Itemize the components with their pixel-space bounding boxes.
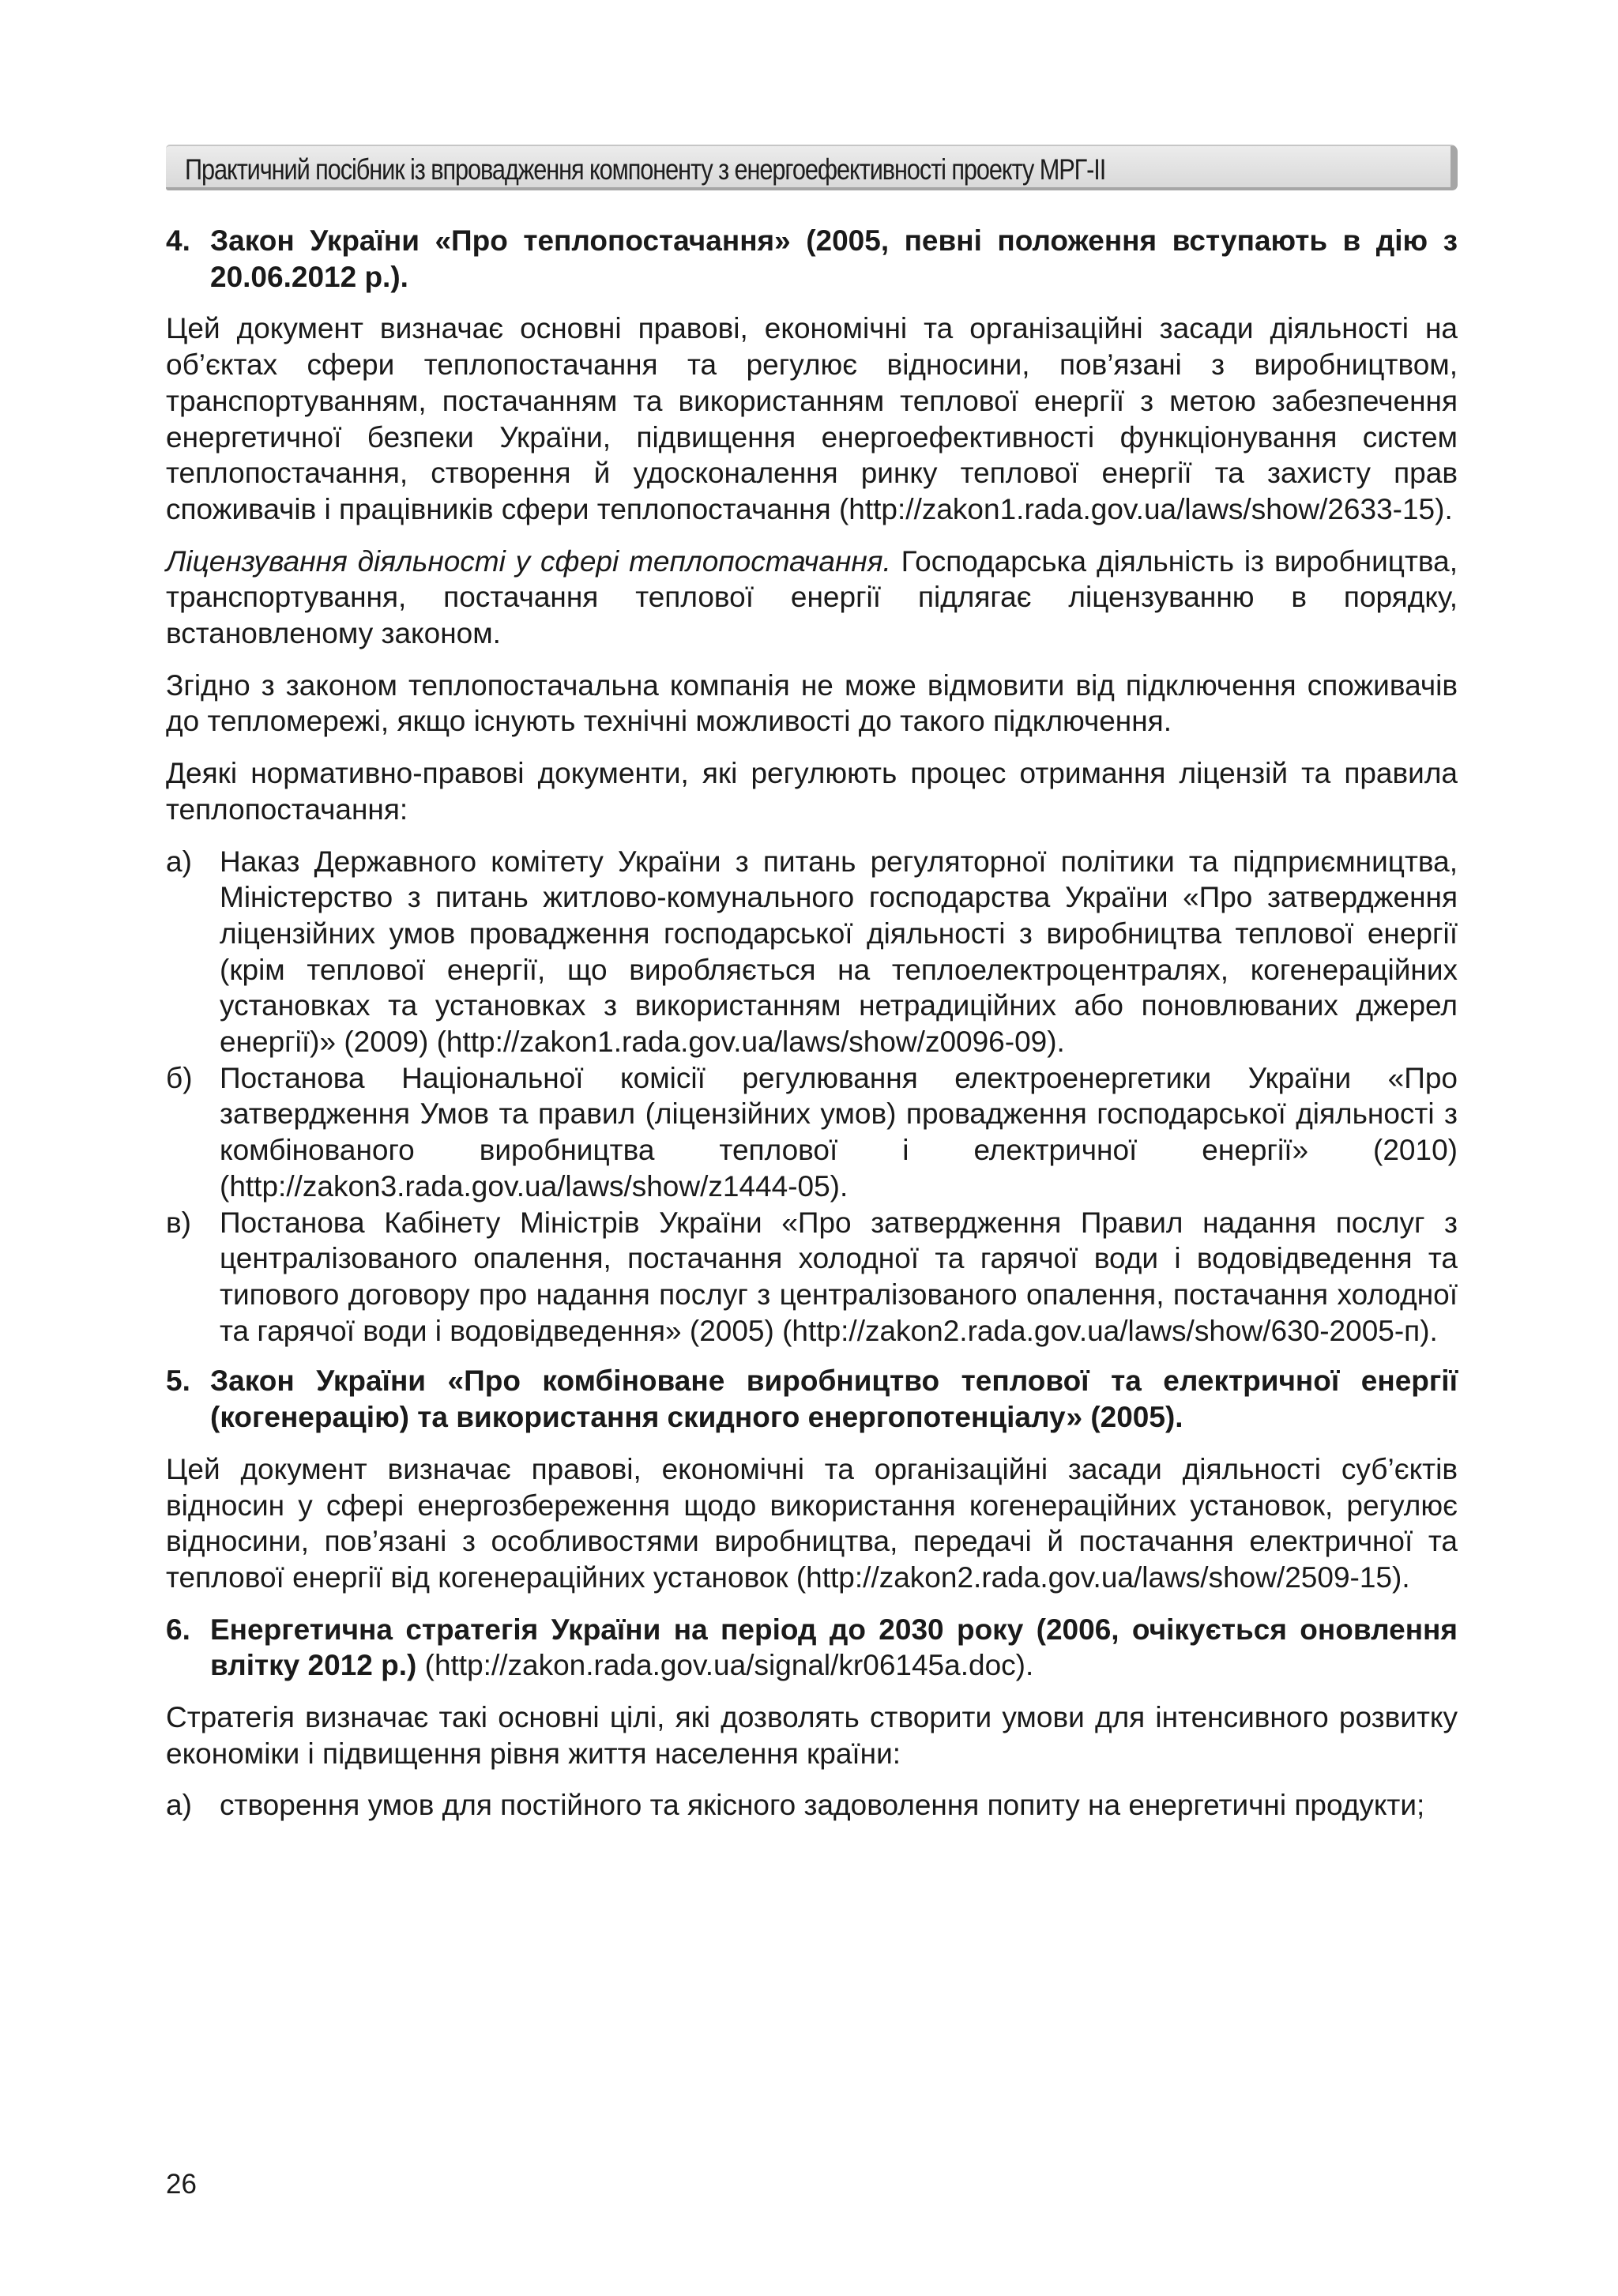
section-6-number: 6. — [166, 1613, 190, 1646]
list-text: Постанова Національної комісії регулювання електроенергетики України «Про затвердження Умов та правил (ліцензійних умов) провадження господарської діяльності з комбінованого виробництва теплової і електричної енергії» (2010) (http://zakon3.rada.gov.ua/laws/show/z1444-05). — [220, 1061, 1458, 1203]
list-item — [166, 1205, 1458, 1349]
section-5-paragraph-1: Цей документ визначає правові, економічні та організаційні засади діяльності суб’єктів відносин у сфері енергозбереження щодо використання когенераційних установок, регулює відносини, пов’язані з особливостями виробництва, передачі й постачання електричної та теплової енергії від когенераційних установок (http://zakon2.rada.gov.ua/laws/show/2509-15). — [166, 1452, 1458, 1594]
section-6-title — [210, 1612, 1458, 1684]
licensing-term: Ліцензування діяльності у сфері теплопостачання. — [166, 544, 891, 578]
section-4-paragraph-2 — [166, 544, 1458, 652]
list-item — [166, 1060, 1458, 1205]
section-6-title-link: (http://zakon.rada.gov.ua/signal/kr06145a.doc). — [416, 1649, 1034, 1682]
section-6-paragraph-1: Стратегія визначає такі основні цілі, які дозволять створити умови для інтенсивного розвитку економіки і підвищення рівня життя населення країни: — [166, 1701, 1458, 1770]
list-marker: б) — [166, 1061, 193, 1094]
section-4-paragraph-1: Цей документ визначає основні правові, економічні та організаційні засади діяльності на об’єктах сфери теплопостачання та регулює відносини, пов’язані з виробництвом, транспортуванням, постачанням та використанням теплової енергії з метою забезпечення енергетичної безпеки України, підвищення енергоефективності функціонування систем теплопостачання, створення й удосконалення ринку теплової енергії та захисту прав споживачів і працівників сфери теплопостачання (http://zakon1.rada.gov.ua/laws/show/2633-15). — [166, 312, 1458, 525]
section-4-paragraph-4: Деякі нормативно-правові документи, які регулюють процес отримання ліцензій та правила теплопостачання: — [166, 757, 1458, 826]
header-title: Практичний посібник із впровадження компоненту з енергоефективності проекту МРГ-ІІ — [185, 153, 1106, 186]
section-5-heading — [166, 1363, 1458, 1435]
section-6-title-bold: Енергетична стратегія України на період до 2030 року (2006, очікується оновлення влітку 2012 р.) — [210, 1613, 1458, 1682]
section-5-number: 5. — [166, 1364, 190, 1398]
list-text: Наказ Державного комітету України з питань регуляторної політики та підприємництва, Міністерство з питань житлово-комунального господарства України «Про затвердження ліцензійних умов провадження господарської діяльності з виробництва теплової енергії (крім теплової енергії, що виробляється на теплоелектроцентралях, когенераційних установках та установках з використанням нетрадиційних або поновлюваних джерел енергії)» (2009) (http://zakon1.rada.gov.ua/laws/show/z0096-09). — [220, 845, 1458, 1059]
licensing-text: Господарська діяльність із виробництва, транспортування, постачання теплової енергії підлягає ліцензуванню в порядку, встановленому законом. — [166, 544, 1458, 650]
list-item — [166, 1787, 1458, 1824]
list-text: створення умов для постійного та якісного задоволення попиту на енергетичні продукти; — [220, 1789, 1425, 1822]
section-4-heading — [166, 223, 1458, 295]
section-6-heading — [166, 1612, 1458, 1684]
section-4-number: 4. — [166, 224, 190, 257]
section-4-title: Закон України «Про теплопостачання» (2005, певні положення вступають в дію з 20.06.2012 р.). — [210, 224, 1458, 293]
document-body — [166, 223, 1458, 1838]
list-marker: а) — [166, 1789, 192, 1822]
list-item — [166, 844, 1458, 1060]
page-number: 26 — [166, 2169, 197, 2200]
section-4-paragraph-3: Згідно з законом теплопостачальна компанія не може відмовити від підключення споживачів до тепломережі, якщо існують технічні можливості до такого підключення. — [166, 668, 1458, 738]
section-6-list — [166, 1787, 1458, 1824]
list-marker: в) — [166, 1206, 191, 1239]
page-header — [166, 145, 1458, 190]
list-marker: а) — [166, 845, 192, 878]
section-5-title: Закон України «Про комбіноване виробництво теплової та електричної енергії (когенерацію) та використання скидного енергопотенціалу» (2005). — [210, 1364, 1458, 1434]
section-4-list — [166, 844, 1458, 1349]
list-text: Постанова Кабінету Міністрів України «Про затвердження Правил надання послуг з централізованого опалення, постачання холодної та гарячої води і водовідведення та типового договору про надання послуг з централізованого опалення, постачання холодної та гарячої води і водовідведення» (2005) (http://zakon2.rada.gov.ua/laws/show/630-2005-п). — [220, 1206, 1458, 1347]
